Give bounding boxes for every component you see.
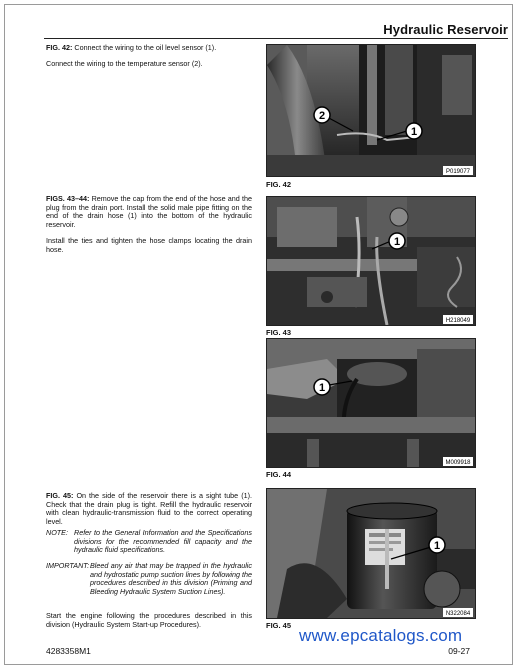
fig42-label: FIG. 42 (266, 180, 292, 189)
fig45-label: FIG. 45 (266, 621, 292, 630)
fig4344-instruction (46, 195, 252, 229)
fig42-photo-code: P019077 (445, 169, 471, 175)
note-block (46, 529, 252, 557)
svg-text:1: 1 (433, 540, 441, 552)
svg-text:1: 1 (318, 382, 326, 394)
fig42-line2: Connect the wiring to the temperature sensor (2). (46, 59, 203, 68)
fig45-photo (266, 488, 476, 619)
fig43-photo (266, 196, 476, 326)
fig45-para1: On the side of the reservoir there is a sight tube (1). Check that the drain plug is tight. Refill the hydraulic reservoir with clean hydraulic-transmission fluid to the correct operating level. (46, 491, 252, 526)
important-text: Bleed any air that may be trapped in the hydraulic and hydrostatic pump suction lines by following the procedures described in this division (Priming and Bleeding Hydraulic System Suction Lines). (90, 561, 252, 596)
fig42-photo (266, 44, 476, 177)
doc-number: 4283358M1 (46, 646, 91, 656)
svg-text:1: 1 (393, 236, 401, 248)
fig4344-ref: FIGS. 43–44: (46, 194, 90, 203)
fig44-photo-code: M009918 (445, 460, 471, 466)
fig43-photo-code: H218049 (445, 318, 471, 324)
watermark-link[interactable]: www.epcatalogs.com (299, 626, 463, 645)
fig44-photo (266, 338, 476, 468)
page-number: 09-27 (448, 646, 470, 656)
fig42-instruction (46, 44, 254, 53)
fig45-ref: FIG. 45: (46, 491, 74, 500)
important-label: IMPORTANT: (46, 561, 90, 570)
page-title: Hydraulic Reservoir (383, 22, 508, 37)
fig45-instruction (46, 492, 252, 526)
fig45-para2: Start the engine following the procedures described in this division (Hydraulic System Start-up Procedures). (46, 611, 252, 629)
note-text: Refer to the General Information and the Specifications divisions for the recommended fill capacity and the hydraulic fluid specifications. (74, 528, 252, 555)
header-divider (44, 38, 508, 39)
fig4344-para1: Remove the cap from the end of the hose and the plug from the drain port. Install the solid male pipe fitting on the end of the drain hose (1) into the bottom of the hydraulic reservoir. (46, 194, 252, 229)
note-label: NOTE: (46, 528, 68, 537)
fig42-line1: Connect the wiring to the oil level sensor (1). (74, 43, 217, 52)
svg-text:1: 1 (410, 126, 418, 138)
fig44-label: FIG. 44 (266, 470, 292, 479)
important-block (46, 562, 252, 608)
fig45-photo-code: N322084 (445, 611, 471, 617)
fig4344-para2: Install the ties and tighten the hose clamps locating the drain hose. (46, 236, 252, 254)
fig43-label: FIG. 43 (266, 328, 292, 337)
svg-text:2: 2 (318, 110, 326, 122)
fig42-ref: FIG. 42: (46, 43, 73, 52)
